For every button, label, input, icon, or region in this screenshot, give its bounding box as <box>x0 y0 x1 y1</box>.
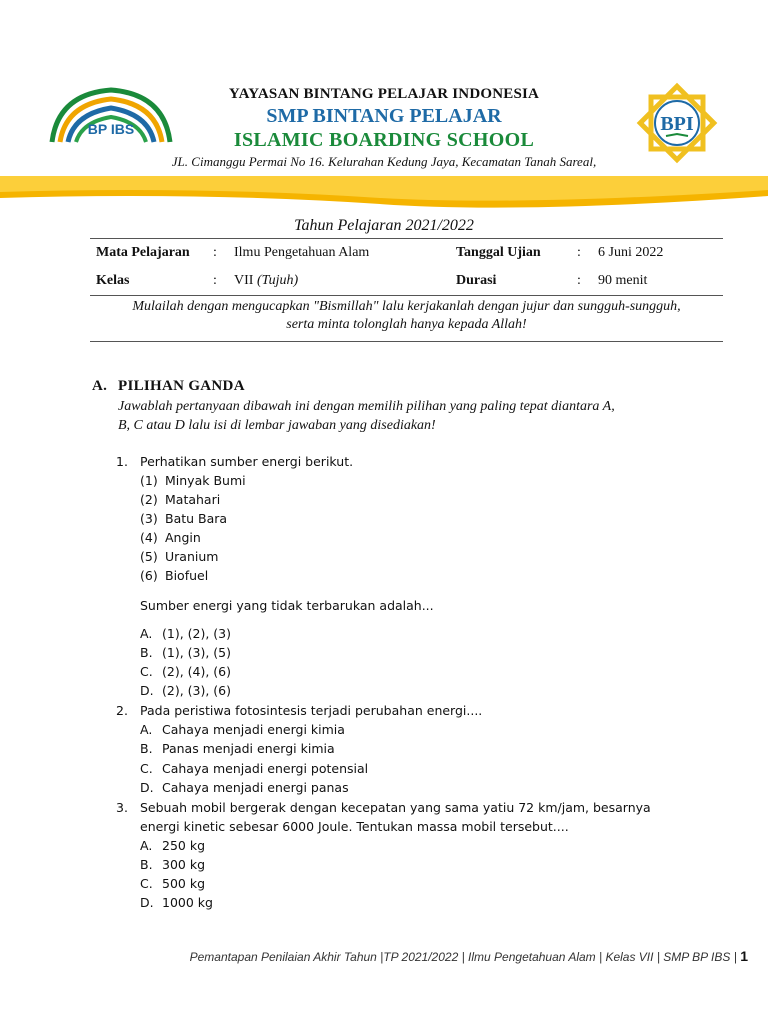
question-number: 1. <box>116 454 128 469</box>
school-name-line1: SMP BINTANG PELAJAR <box>266 105 502 127</box>
question-text-continued: energi kinetic sebesar 6000 Joule. Tentukan massa mobil tersebut.... <box>140 819 569 834</box>
answer-option: A. Cahaya menjadi energi kimia <box>140 722 345 737</box>
duration-value: 90 menit <box>592 267 723 296</box>
duration-label: Durasi <box>450 267 566 296</box>
question-prompt: Sumber energi yang tidak terbarukan adalah... <box>140 598 434 613</box>
page-number: 1 <box>740 948 748 964</box>
colon: : <box>202 239 228 268</box>
answer-option: D. 1000 kg <box>140 895 213 910</box>
subject-label: Mata Pelajaran <box>90 239 202 268</box>
header-swoosh <box>0 176 768 216</box>
list-item: (3) Batu Bara <box>140 511 228 526</box>
class-value: VII (Tujuh) <box>228 267 450 296</box>
school-name-line2: ISLAMIC BOARDING SCHOOL <box>233 129 535 151</box>
answer-option: D. (2), (3), (6) <box>140 683 232 698</box>
page-footer <box>0 948 748 964</box>
list-item: (1) Minyak Bumi <box>140 473 246 488</box>
question-number: 3. <box>116 800 128 815</box>
list-item: (2) Matahari <box>140 492 221 507</box>
subject-value: Ilmu Pengetahuan Alam <box>228 239 450 268</box>
school-address: JL. Cimanggu Permai No 16. Kelurahan Kedung Jaya, Kecamatan Tanah Sareal, <box>171 154 597 169</box>
motto-line1: Mulailah dengan mengucapkan "Bismillah" lalu kerjakanlah dengan jujur dan sungguh-sungguh, <box>132 299 681 314</box>
footer-text: Pemantapan Penilaian Akhir Tahun |TP 2021/2022 | Ilmu Pengetahuan Alam | Kelas VII | SMP BP IBS | <box>189 950 737 964</box>
bpi-logo <box>636 82 718 164</box>
answer-option: B. (1), (3), (5) <box>140 645 232 660</box>
colon: : <box>566 267 592 296</box>
class-label: Kelas <box>90 267 202 296</box>
motto-line2: serta minta tolonglah hanya kepada Allah! <box>286 317 527 332</box>
svg-text:BPI: BPI <box>660 113 694 135</box>
answer-option: A. 250 kg <box>140 838 206 853</box>
answer-option: A. (1), (2), (3) <box>140 626 232 641</box>
answer-option: B. 300 kg <box>140 857 206 872</box>
section-instruction: Jawablah pertanyaan dibawah ini dengan memilih pilihan yang paling tepat diantara A, B, C atau D lalu isi di lembar jawaban yang disediakan! <box>118 399 615 433</box>
list-item: (5) Uranium <box>140 549 219 564</box>
question-text: Perhatikan sumber energi berikut. <box>140 454 354 469</box>
exam-info-table <box>90 238 723 296</box>
answer-option: C. 500 kg <box>140 876 206 891</box>
svg-text:BP IBS: BP IBS <box>87 121 135 137</box>
foundation-name: YAYASAN BINTANG PELAJAR INDONESIA <box>228 86 540 102</box>
colon: : <box>202 267 228 296</box>
exam-date-label: Tanggal Ujian <box>450 239 566 268</box>
question-text: Sebuah mobil bergerak dengan kecepatan yang sama yatiu 72 km/jam, besarnya <box>140 800 651 815</box>
answer-option: B. Panas menjadi energi kimia <box>140 741 335 756</box>
list-item: (6) Biofuel <box>140 568 209 583</box>
answer-option: C. Cahaya menjadi energi potensial <box>140 761 369 776</box>
colon: : <box>566 239 592 268</box>
answer-option: C. (2), (4), (6) <box>140 664 232 679</box>
question-number: 2. <box>116 703 128 718</box>
answer-option: D. Cahaya menjadi energi panas <box>140 780 349 795</box>
section-heading: A. PILIHAN GANDA <box>92 378 245 394</box>
school-year: Tahun Pelajaran 2021/2022 <box>294 217 474 234</box>
list-item: (4) Angin <box>140 530 201 545</box>
question-text: Pada peristiwa fotosintesis terjadi perubahan energi.... <box>140 703 483 718</box>
exam-date-value: 6 Juni 2022 <box>592 239 723 268</box>
motto <box>90 296 723 342</box>
